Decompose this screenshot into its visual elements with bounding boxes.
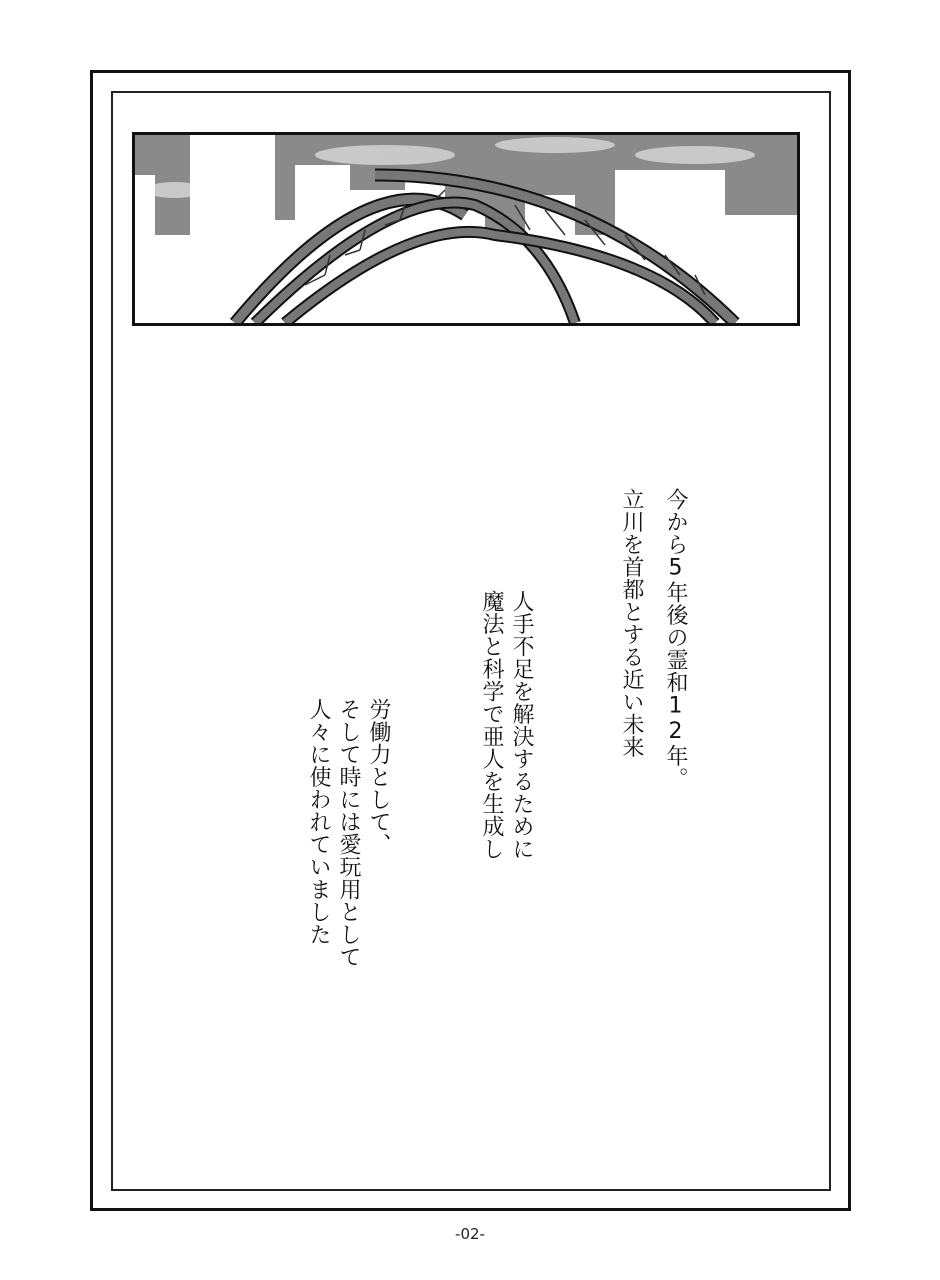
narration-line-2: 立川を首都とする近い未来: [619, 488, 644, 758]
city-bridge-panel: [132, 132, 800, 326]
narration-line-1: 今から5年後の霊和12年。: [663, 488, 688, 790]
narration-line-7: 人々に使われていました: [306, 698, 331, 946]
city-skyline-bridge-illustration: [135, 135, 797, 323]
page-number: -02-: [455, 1225, 485, 1243]
narration-line-4: 魔法と科学で亜人を生成し: [479, 590, 504, 860]
narration-line-3: 人手不足を解決するために: [509, 590, 534, 860]
narration-line-6: そして時には愛玩用として: [336, 698, 361, 968]
narration-line-5: 労働力として、: [366, 698, 391, 856]
